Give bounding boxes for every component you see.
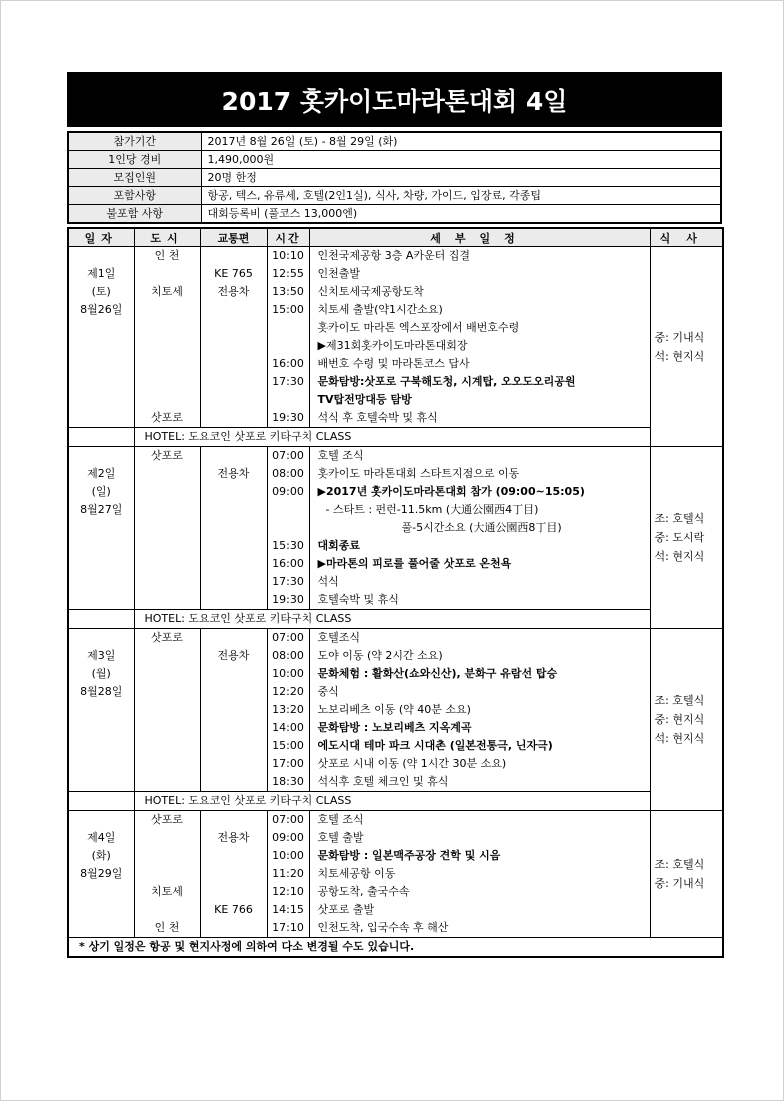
schedule-row (68, 483, 723, 501)
schedule-detail: 에도시대 테마 파크 시대촌 (일본전통극, 닌자극) (309, 737, 650, 755)
schedule-detail: 홋카이도 마라톤 엑스포장에서 배번호수령 (309, 319, 650, 337)
schedule-date (68, 391, 134, 409)
schedule-date: 제3일 (68, 647, 134, 665)
schedule-row (68, 629, 723, 648)
schedule-row (68, 373, 723, 391)
schedule-time (267, 319, 309, 337)
schedule-city (134, 865, 200, 883)
schedule-time: 17:10 (267, 919, 309, 938)
schedule-row (68, 447, 723, 466)
schedule-detail: 대회종료 (309, 537, 650, 555)
schedule-row (68, 409, 723, 428)
schedule-city: 삿포로 (134, 447, 200, 466)
schedule-transport (200, 811, 267, 830)
schedule-city: 삿포로 (134, 409, 200, 428)
schedule-time: 18:30 (267, 773, 309, 792)
schedule-transport (200, 683, 267, 701)
schedule-detail: ▶마라톤의 피로를 풀어줄 삿포로 온천욕 (309, 555, 650, 573)
note-row (68, 938, 723, 958)
schedule-detail: 석식후 호텔 체크인 및 휴식 (309, 773, 650, 792)
schedule-date (68, 737, 134, 755)
info-label: 불포함 사항 (68, 205, 201, 224)
schedule-time: 19:30 (267, 591, 309, 610)
schedule-city: 삿포로 (134, 629, 200, 648)
meal-item: 조: 호텔식 (654, 858, 705, 871)
schedule-transport: KE 766 (200, 901, 267, 919)
schedule-time: 16:00 (267, 555, 309, 573)
meal-item: 석: 현지식 (654, 349, 705, 363)
schedule-time: 09:00 (267, 829, 309, 847)
schedule-date (68, 409, 134, 428)
schedule-city (134, 519, 200, 537)
schedule-detail: 공항도착, 출국수속 (309, 883, 650, 901)
schedule-time: 12:55 (267, 265, 309, 283)
schedule-row (68, 573, 723, 591)
schedule-time: 19:30 (267, 409, 309, 428)
schedule-transport (200, 519, 267, 537)
schedule-transport (200, 501, 267, 519)
hotel-row (68, 792, 723, 811)
schedule-transport (200, 319, 267, 337)
schedule-row (68, 537, 723, 555)
info-label: 모집인원 (68, 169, 201, 187)
schedule-detail: 호텔 조식 (309, 811, 650, 830)
schedule-detail: 삿포로 시내 이동 (약 1시간 30분 소요) (309, 755, 650, 773)
schedule-time: 10:10 (267, 247, 309, 266)
schedule-detail: 문화탐방 : 노보리베츠 지옥계곡 (309, 719, 650, 737)
schedule-date (68, 555, 134, 573)
schedule-time: 08:00 (267, 647, 309, 665)
schedule-date (68, 883, 134, 901)
schedule-detail: 호텔 조식 (309, 447, 650, 466)
schedule-date: (토) (68, 283, 134, 301)
schedule-detail: 홋카이도 마라톤대회 스타트지점으로 이동 (309, 465, 650, 483)
schedule-transport (200, 719, 267, 737)
schedule-transport (200, 883, 267, 901)
schedule-transport: KE 765 (200, 265, 267, 283)
schedule-row (68, 865, 723, 883)
info-value: 20명 한정 (201, 169, 721, 187)
schedule-time: 07:00 (267, 811, 309, 830)
schedule-detail: 인천국제공항 3층 A카운터 집결 (309, 247, 650, 266)
schedule-row (68, 301, 723, 319)
schedule-city (134, 465, 200, 483)
schedule-row (68, 811, 723, 830)
info-label: 1인당 경비 (68, 151, 201, 169)
schedule-city (134, 591, 200, 610)
schedule-date (68, 537, 134, 555)
schedule-time: 17:30 (267, 373, 309, 391)
schedule-detail: 노보리베츠 이동 (약 40분 소요) (309, 701, 650, 719)
schedule-transport: 전용차 (200, 283, 267, 301)
info-label: 포함사항 (68, 187, 201, 205)
hotel-spacer (68, 428, 134, 447)
schedule-transport (200, 301, 267, 319)
schedule-detail (309, 501, 650, 519)
info-row (68, 151, 721, 169)
schedule-city (134, 737, 200, 755)
header-transport: 교통편 (200, 228, 267, 247)
schedule-row (68, 391, 723, 409)
schedule-city (134, 719, 200, 737)
schedule-transport (200, 573, 267, 591)
info-row (68, 132, 721, 151)
schedule-date: (일) (68, 483, 134, 501)
schedule-city (134, 573, 200, 591)
schedule-time: 15:30 (267, 537, 309, 555)
hotel-name: HOTEL: 도요코인 삿포로 키타구치 CLASS (134, 792, 650, 811)
schedule-city (134, 901, 200, 919)
schedule-date (68, 629, 134, 648)
schedule-date (68, 373, 134, 391)
schedule-row (68, 755, 723, 773)
schedule-date (68, 447, 134, 466)
schedule-time: 15:00 (267, 737, 309, 755)
meal-item: 조: 호텔식 (654, 694, 705, 707)
schedule-row (68, 283, 723, 301)
hotel-row (68, 428, 723, 447)
schedule-city: 치토세 (134, 283, 200, 301)
schedule-detail: 신치토세국제공항도착 (309, 283, 650, 301)
schedule-row (68, 591, 723, 610)
info-value: 1,490,000원 (201, 151, 721, 169)
schedule-detail (309, 519, 650, 537)
schedule-city (134, 555, 200, 573)
schedule-date: 제4일 (68, 829, 134, 847)
schedule-transport (200, 537, 267, 555)
schedule-date (68, 811, 134, 830)
hotel-spacer (68, 610, 134, 629)
schedule-row (68, 519, 723, 537)
schedule-city (134, 683, 200, 701)
schedule-city (134, 391, 200, 409)
schedule-row (68, 355, 723, 373)
schedule-row (68, 319, 723, 337)
schedule-transport (200, 701, 267, 719)
schedule-meal (650, 629, 723, 811)
schedule-detail: 호텔숙박 및 휴식 (309, 591, 650, 610)
schedule-transport: 전용차 (200, 647, 267, 665)
page-title: 2017 홋카이도마라톤대회 4일 (67, 72, 722, 127)
schedule-row (68, 737, 723, 755)
schedule-detail: 치토세 출발(약1시간소요) (309, 301, 650, 319)
schedule-transport (200, 337, 267, 355)
schedule-table (67, 227, 724, 958)
schedule-date (68, 337, 134, 355)
schedule-date (68, 701, 134, 719)
schedule-detail: 중식 (309, 683, 650, 701)
schedule-row (68, 883, 723, 901)
meal-item: 조: 호텔식 (654, 512, 705, 525)
schedule-detail: 도야 이동 (약 2시간 소요) (309, 647, 650, 665)
schedule-date (68, 919, 134, 938)
schedule-date: (월) (68, 665, 134, 683)
info-row (68, 205, 721, 224)
schedule-city (134, 847, 200, 865)
schedule-city (134, 501, 200, 519)
schedule-city (134, 665, 200, 683)
schedule-time: 13:50 (267, 283, 309, 301)
info-row (68, 187, 721, 205)
schedule-detail: 문화탐방:삿포로 구북해도청, 시계탑, 오오도오리공원 (309, 373, 650, 391)
schedule-time (267, 519, 309, 537)
schedule-detail: 인천도착, 입국수속 후 해산 (309, 919, 650, 938)
schedule-city (134, 701, 200, 719)
schedule-row (68, 337, 723, 355)
schedule-transport (200, 247, 267, 266)
schedule-time: 13:20 (267, 701, 309, 719)
schedule-date (68, 901, 134, 919)
schedule-meal (650, 811, 723, 938)
schedule-city (134, 755, 200, 773)
schedule-transport (200, 665, 267, 683)
schedule-transport (200, 447, 267, 466)
schedule-date: (화) (68, 847, 134, 865)
meal-item: 중: 기내식 (654, 877, 705, 890)
schedule-transport (200, 847, 267, 865)
info-value: 대회등록비 (풀코스 13,000엔) (201, 205, 721, 224)
schedule-transport (200, 755, 267, 773)
schedule-transport: 전용차 (200, 465, 267, 483)
schedule-transport (200, 737, 267, 755)
schedule-date: 제1일 (68, 265, 134, 283)
schedule-transport: 전용차 (200, 829, 267, 847)
schedule-row (68, 555, 723, 573)
schedule-time: 11:20 (267, 865, 309, 883)
schedule-city (134, 337, 200, 355)
schedule-transport (200, 391, 267, 409)
meal-item: 중: 현지식 (654, 713, 705, 726)
schedule-city (134, 301, 200, 319)
schedule-detail: 호텔 출발 (309, 829, 650, 847)
schedule-transport (200, 373, 267, 391)
schedule-row (68, 465, 723, 483)
schedule-row (68, 829, 723, 847)
hotel-name: HOTEL: 도요코인 삿포로 키타구치 CLASS (134, 610, 650, 629)
schedule-transport (200, 409, 267, 428)
meal-item: 석: 현지식 (654, 732, 705, 745)
schedule-city: 치토세 (134, 883, 200, 901)
schedule-time (267, 391, 309, 409)
header-city: 도시 (134, 228, 200, 247)
schedule-transport (200, 591, 267, 610)
schedule-date: 8월27일 (68, 501, 134, 519)
schedule-transport (200, 865, 267, 883)
schedule-time: 14:00 (267, 719, 309, 737)
schedule-meal (650, 247, 723, 447)
schedule-row (68, 247, 723, 266)
schedule-row (68, 683, 723, 701)
info-label: 참가기간 (68, 132, 201, 151)
info-row (68, 169, 721, 187)
schedule-detail: TV탑전망대등 탐방 (309, 391, 650, 409)
schedule-city (134, 773, 200, 792)
schedule-detail: 삿포로 출발 (309, 901, 650, 919)
schedule-detail: 인천출발 (309, 265, 650, 283)
schedule-transport (200, 919, 267, 938)
schedule-time (267, 501, 309, 519)
hotel-row (68, 610, 723, 629)
schedule-city (134, 483, 200, 501)
schedule-date (68, 355, 134, 373)
schedule-detail: ▶제31회홋카이도마라톤대회장 (309, 337, 650, 355)
schedule-time: 17:00 (267, 755, 309, 773)
schedule-time: 10:00 (267, 847, 309, 865)
schedule-header-row (68, 228, 723, 247)
schedule-row (68, 701, 723, 719)
schedule-detail: 석식 (309, 573, 650, 591)
info-table (67, 131, 722, 224)
schedule-time: 12:20 (267, 683, 309, 701)
schedule-city (134, 355, 200, 373)
schedule-row (68, 647, 723, 665)
schedule-detail: 치토세공항 이동 (309, 865, 650, 883)
hotel-spacer (68, 792, 134, 811)
schedule-transport (200, 555, 267, 573)
header-detail: 세부일정 (309, 228, 650, 247)
schedule-date (68, 319, 134, 337)
schedule-detail: ▶2017년 홋카이도마라톤대회 참가 (09:00~15:05) (309, 483, 650, 501)
schedule-city (134, 537, 200, 555)
schedule-city (134, 319, 200, 337)
schedule-time (267, 337, 309, 355)
schedule-row (68, 501, 723, 519)
schedule-date: 8월29일 (68, 865, 134, 883)
schedule-row (68, 847, 723, 865)
schedule-transport (200, 773, 267, 792)
schedule-detail: 석식 후 호텔숙박 및 휴식 (309, 409, 650, 428)
info-value: 2017년 8월 26일 (토) - 8월 29일 (화) (201, 132, 721, 151)
schedule-meal (650, 447, 723, 629)
schedule-date (68, 755, 134, 773)
schedule-city (134, 373, 200, 391)
schedule-date: 8월28일 (68, 683, 134, 701)
detail-text: - 스타트 : 펀런-11.5km (大通公園西4丁目) (325, 503, 539, 516)
schedule-date (68, 773, 134, 792)
schedule-date (68, 573, 134, 591)
schedule-time: 07:00 (267, 447, 309, 466)
schedule-date (68, 719, 134, 737)
schedule-city: 삿포로 (134, 811, 200, 830)
hotel-name: HOTEL: 도요코인 삿포로 키타구치 CLASS (134, 428, 650, 447)
info-value: 항공, 텍스, 유류세, 호텔(2인1실), 식사, 차량, 가이드, 입장료, 각종팁 (201, 187, 721, 205)
schedule-row (68, 919, 723, 938)
schedule-date: 8월26일 (68, 301, 134, 319)
schedule-city (134, 647, 200, 665)
detail-text: 풀-5시간소요 (大通公園西8丁目) (401, 521, 562, 534)
schedule-time: 14:15 (267, 901, 309, 919)
schedule-city (134, 265, 200, 283)
schedule-date: 제2일 (68, 465, 134, 483)
header-time: 시간 (267, 228, 309, 247)
schedule-date (68, 519, 134, 537)
schedule-date (68, 591, 134, 610)
schedule-detail: 문화탐방 : 일본맥주공장 견학 및 시음 (309, 847, 650, 865)
schedule-time: 09:00 (267, 483, 309, 501)
schedule-row (68, 665, 723, 683)
schedule-time: 12:10 (267, 883, 309, 901)
schedule-time: 17:30 (267, 573, 309, 591)
schedule-city: 인 천 (134, 919, 200, 938)
schedule-city: 인 천 (134, 247, 200, 266)
schedule-time: 16:00 (267, 355, 309, 373)
meal-item: 석: 현지식 (654, 550, 705, 563)
schedule-detail: 배번호 수령 및 마라톤코스 답사 (309, 355, 650, 373)
schedule-row (68, 265, 723, 283)
schedule-row (68, 773, 723, 792)
schedule-transport (200, 629, 267, 648)
schedule-time: 10:00 (267, 665, 309, 683)
schedule-detail: 호텔조식 (309, 629, 650, 648)
schedule-time: 07:00 (267, 629, 309, 648)
header-date: 일자 (68, 228, 134, 247)
schedule-transport (200, 355, 267, 373)
schedule-detail: 문화체험 : 활화산(쇼와신산), 분화구 유람선 탑승 (309, 665, 650, 683)
meal-item: 중: 도시락 (654, 531, 705, 544)
footnote: * 상기 일정은 항공 및 현지사정에 의하여 다소 변경될 수도 있습니다. (68, 938, 723, 958)
schedule-row (68, 901, 723, 919)
schedule-date (68, 247, 134, 266)
meal-item: 중: 기내식 (654, 330, 705, 344)
schedule-time: 08:00 (267, 465, 309, 483)
schedule-time: 15:00 (267, 301, 309, 319)
schedule-row (68, 719, 723, 737)
schedule-transport (200, 483, 267, 501)
header-meal: 식사 (650, 228, 723, 247)
schedule-city (134, 829, 200, 847)
